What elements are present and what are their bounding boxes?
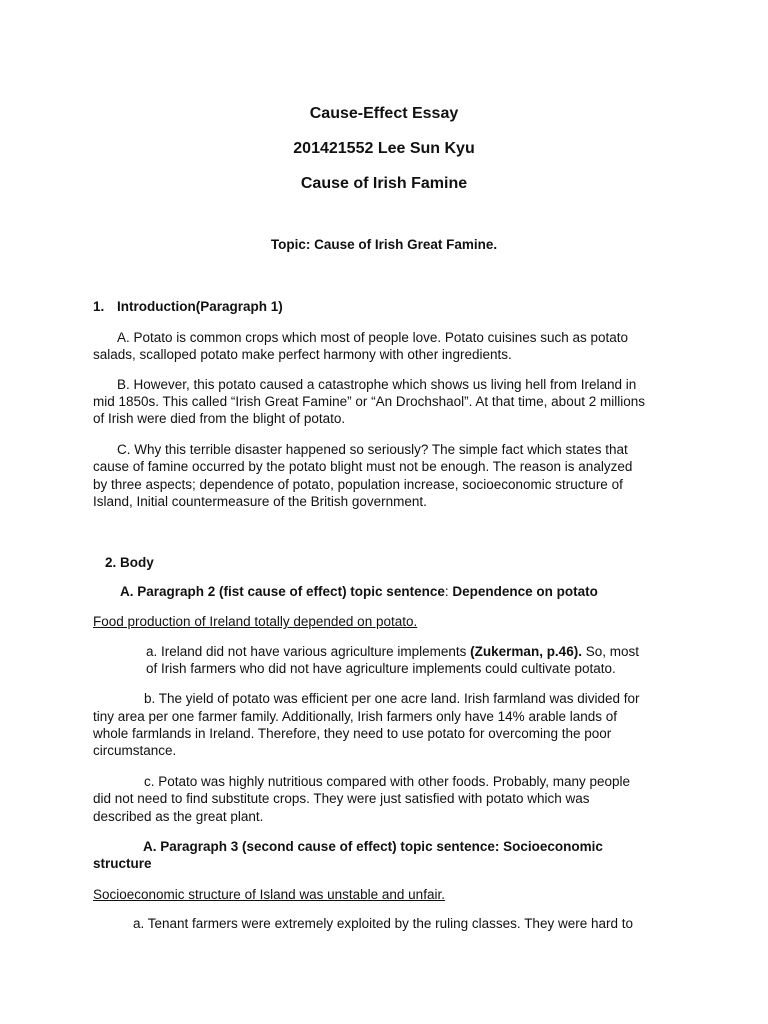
p2-a-text-tail: So, most bbox=[581, 644, 639, 659]
paragraph-2-heading bbox=[120, 583, 598, 600]
p2-a-line bbox=[146, 643, 639, 660]
p2-a-line: of Irish farmers who did not have agriculture implements could cultivate potato. bbox=[146, 661, 616, 676]
intro-b-line: B. However, this potato caused a catastrophe which shows us living hell from Ireland in bbox=[117, 377, 637, 392]
intro-c-line: by three aspects; dependence of potato, population increase, socioeconomic structure of bbox=[93, 477, 623, 492]
p2-a-text: a. Ireland did not have various agriculture implements bbox=[146, 644, 471, 659]
intro-c-line: Island, Initial countermeasure of the British government. bbox=[93, 494, 427, 509]
p2-c-line: c. Potato was highly nutritious compared with other foods. Probably, many people bbox=[144, 774, 631, 789]
intro-heading-number: 1. bbox=[93, 299, 105, 314]
intro-a-line: A. Potato is common crops which most of people love. Potato cuisines such as potato bbox=[117, 330, 629, 345]
intro-b-line: of Irish were died from the blight of potato. bbox=[93, 411, 346, 426]
paragraph-2-heading-colon: : bbox=[444, 584, 453, 599]
p2-b-line: b. The yield of potato was efficient per one acre land. Irish farmland was divided for bbox=[144, 691, 640, 706]
paragraph-3-heading: A. Paragraph 3 (second cause of effect) topic sentence: Socioeconomic bbox=[143, 839, 603, 854]
topic-line: Topic: Cause of Irish Great Famine. bbox=[270, 237, 498, 252]
paragraph-2-heading-topic: Dependence on potato bbox=[452, 584, 598, 599]
essay-type-title: Cause-Effect Essay bbox=[309, 105, 459, 122]
p2-b-line: tiny area per one farmer family. Additionally, Irish farmers only have 14% arable lands of bbox=[93, 709, 618, 724]
p2-c-line: described as the great plant. bbox=[93, 809, 264, 824]
author-line: 201421552 Lee Sun Kyu bbox=[293, 140, 475, 157]
intro-b-line: mid 1850s. This called “Irish Great Famine” or “An Drochshaol”. At that time, about 2 millions bbox=[93, 394, 645, 409]
intro-heading: Introduction(Paragraph 1) bbox=[117, 299, 283, 314]
intro-c-line: C. Why this terrible disaster happened so seriously? The simple fact which states that bbox=[117, 442, 628, 457]
paragraph-2-heading-label: A. Paragraph 2 (fist cause of effect) topic sentence bbox=[120, 584, 445, 599]
p2-a-citation: (Zukerman, p.46). bbox=[470, 644, 582, 659]
p2-b-line: whole farmlands in Ireland. Therefore, they need to use potato for overcoming the poor bbox=[93, 726, 612, 741]
paragraph-3-topic-sentence: Socioeconomic structure of Island was unstable and unfair. bbox=[93, 887, 445, 902]
intro-c-line: cause of famine occurred by the potato blight must not be enough. The reason is analyzed bbox=[93, 459, 633, 474]
essay-title: Cause of Irish Famine bbox=[300, 175, 468, 192]
paragraph-3-heading-cont: structure bbox=[93, 856, 152, 871]
p2-c-line: did not need to find substitute crops. They were just satisfied with potato which was bbox=[93, 791, 590, 806]
p3-a-line: a. Tenant farmers were extremely exploited by the ruling classes. They were hard to bbox=[133, 916, 633, 931]
p2-b-line: circumstance. bbox=[93, 743, 177, 758]
paragraph-2-topic-sentence: Food production of Ireland totally depended on potato. bbox=[93, 614, 418, 629]
body-heading: 2. Body bbox=[105, 555, 154, 570]
intro-a-line: salads, scalloped potato make perfect harmony with other ingredients. bbox=[93, 347, 512, 362]
